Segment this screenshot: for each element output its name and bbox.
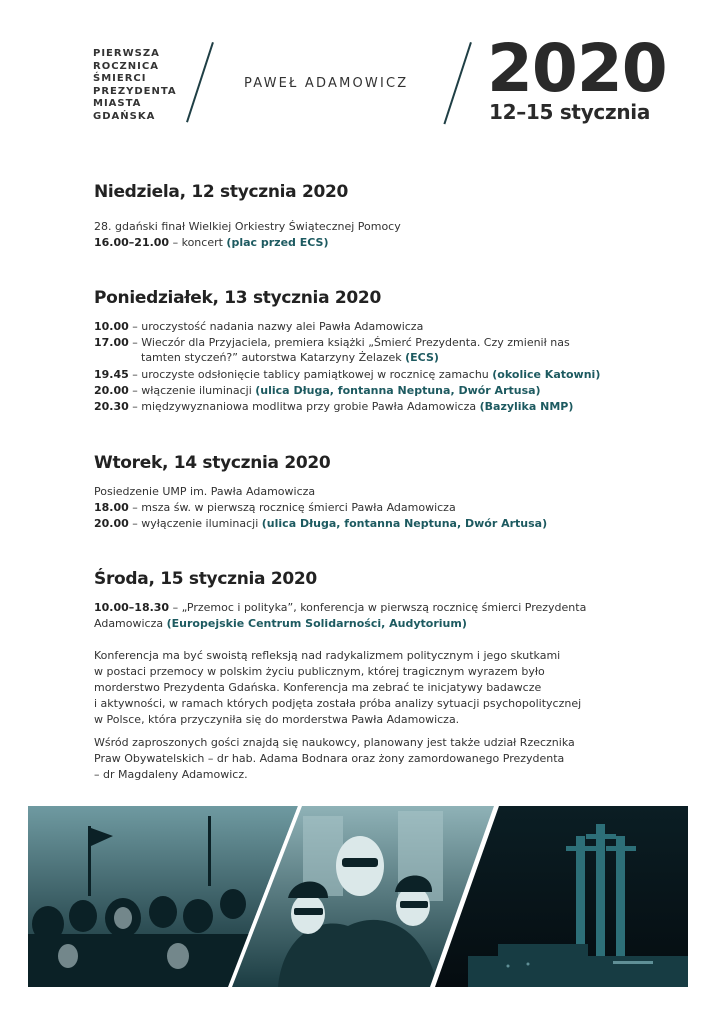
paragraph-line: w Polsce, która przyczyniła się do morderstwa Pawła Adamowicza.: [94, 713, 460, 726]
schedule-line: [94, 336, 570, 350]
event-time: 17.00: [94, 336, 129, 349]
person-name: PAWEŁ ADAMOWICZ: [244, 76, 409, 91]
paragraph-line: – dr Magdaleny Adamowicz.: [94, 768, 248, 781]
event-place: (Europejskie Centrum Solidarności, Audytorium): [166, 617, 467, 630]
event-year: 2020: [487, 30, 667, 107]
slash-divider-left: [186, 42, 214, 123]
schedule-line: Posiedzenie UMP im. Pawła Adamowicza: [94, 485, 316, 498]
paragraph-line: Praw Obywatelskich – dr hab. Adama Bodnara oraz żony zamordowanego Prezydenta: [94, 752, 565, 765]
event-time: 10.00: [94, 320, 129, 333]
event-time: 19.45: [94, 368, 129, 381]
event-place: (ulica Długa, fontanna Neptuna, Dwór Artusa): [255, 384, 541, 397]
event-text: – msza św. w pierwszą rocznicę śmierci Pawła Adamowicza: [128, 501, 456, 514]
event-place: (plac przed ECS): [226, 236, 329, 249]
schedule-line: [94, 400, 573, 414]
day-heading-monday: Poniedziałek, 13 stycznia 2020: [94, 288, 381, 308]
event-time: 20.00: [94, 517, 129, 530]
event-text: – międzywyznaniowa modlitwa przy grobie Pawła Adamowicza: [128, 400, 480, 413]
event-dates: 12–15 stycznia: [489, 100, 651, 124]
slash-divider-right: [443, 42, 471, 124]
side-title-line: PIERWSZA: [93, 48, 160, 59]
schedule-line: [94, 368, 600, 382]
paragraph-line: Konferencja ma być swoistą refleksją nad radykalizmem politycznym i jego skutkami: [94, 649, 561, 662]
day-heading-sunday: Niedziela, 12 stycznia 2020: [94, 182, 349, 202]
event-text: tamten styczeń?” autorstwa Katarzyny Żelazek: [141, 351, 406, 364]
side-title-line: MIASTA: [93, 98, 142, 109]
event-side-title: [93, 48, 177, 123]
guests-description: [94, 735, 624, 783]
event-time: 20.30: [94, 400, 129, 413]
side-title-line: GDAŃSKA: [93, 110, 156, 122]
event-place: (Bazylika NMP): [479, 400, 574, 413]
conference-description: [94, 648, 624, 728]
schedule-line: 28. gdański finał Wielkiej Orkiestry Świątecznej Pomocy: [94, 220, 401, 233]
event-text: – uroczystość nadania nazwy alei Pawła Adamowicza: [128, 320, 424, 333]
paragraph-line: morderstwo Prezydenta Gdańska. Konferencja ma zebrać te inicjatywy badawcze: [94, 681, 542, 694]
event-text: – „Przemoc i polityka”, konferencja w pierwszą rocznicę śmierci Prezydenta: [169, 601, 587, 614]
side-title-line: PREZYDENTA: [93, 85, 177, 97]
event-time: 16.00–21.00: [94, 236, 170, 249]
paragraph-line: Wśród zaproszonych gości znajdą się naukowcy, planowany jest także udział Rzecznika: [94, 736, 575, 749]
event-text: – włączenie iluminacji: [128, 384, 256, 397]
schedule-line: [141, 351, 439, 365]
event-time: 20.00: [94, 384, 129, 397]
event-text: Adamowicza: [94, 617, 167, 630]
event-place: (okolice Katowni): [492, 368, 601, 381]
event-text: – Wieczór dla Przyjaciela, premiera książki „Śmierć Prezydenta. Czy zmienił nas: [128, 336, 570, 349]
side-title-line: ŚMIERCI: [93, 73, 147, 84]
event-text: – koncert: [169, 236, 227, 249]
day-heading-tuesday: Wtorek, 14 stycznia 2020: [94, 453, 331, 473]
event-place: (ulica Długa, fontanna Neptuna, Dwór Artusa): [261, 517, 548, 530]
schedule-line: [94, 501, 456, 515]
photo-collage: [28, 806, 688, 987]
event-place: (ECS): [405, 351, 439, 364]
side-title-line: ROCZNICA: [93, 60, 159, 72]
event-text: – wyłączenie iluminacji: [128, 517, 262, 530]
schedule-line: [94, 384, 541, 398]
event-time: 18.00: [94, 501, 129, 514]
event-time: 10.00–18.30: [94, 601, 170, 614]
schedule-line: [94, 617, 467, 631]
paragraph-line: w postaci przemocy w polskim życiu publicznym, której tragicznym wyrazem było: [94, 665, 545, 678]
schedule-line: [94, 601, 586, 615]
schedule-line: [94, 320, 423, 334]
event-text: – uroczyste odsłonięcie tablicy pamiątkowej w rocznicę zamachu: [128, 368, 493, 381]
paragraph-line: i aktywności, w ramach których podjęta została próba analizy sytuacji psychopolitycznej: [94, 697, 582, 710]
day-heading-wednesday: Środa, 15 stycznia 2020: [94, 569, 317, 589]
schedule-line: [94, 236, 328, 250]
schedule-line: [94, 517, 547, 531]
